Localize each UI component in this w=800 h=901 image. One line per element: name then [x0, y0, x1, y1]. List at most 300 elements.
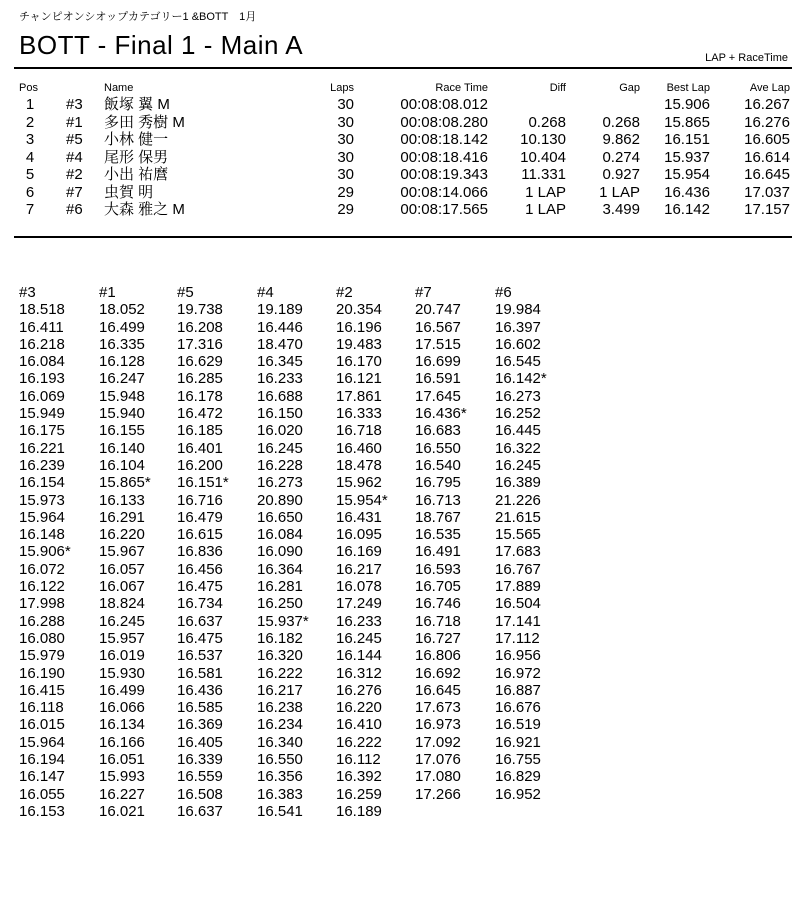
lap-time-cell: 16.238: [257, 699, 303, 717]
lap-time-cell: 16.567: [415, 318, 461, 336]
table-row: [14, 184, 792, 202]
lap-time-cell: 16.767: [495, 560, 541, 578]
lap-time-cell: 16.436*: [415, 405, 467, 423]
cell-diff: 10.130: [520, 131, 566, 148]
lap-time-cell: 16.705: [415, 578, 461, 596]
lap-time-cell: 16.540: [415, 456, 461, 474]
col-header-pos: Pos: [19, 82, 38, 94]
lap-time-cell: 16.084: [19, 353, 65, 371]
lap-time-cell: 16.239: [19, 456, 65, 474]
lap-time-cell: 16.629: [177, 353, 223, 371]
lap-time-cell: 20.354: [336, 301, 382, 319]
lap-time-cell: 16.369: [177, 716, 223, 734]
lap-time-cell: 16.228: [257, 456, 303, 474]
lap-time-cell: 16.148: [19, 526, 65, 544]
cell-pos: 2: [25, 113, 35, 131]
lap-time-cell: 16.276: [336, 681, 382, 699]
lap-time-cell: 16.245: [495, 456, 541, 474]
cell-ave: 16.276: [744, 113, 790, 131]
lap-time-cell: 16.169: [336, 543, 382, 561]
cell-diff: 0.268: [528, 113, 566, 131]
lap-time-cell: 16.273: [257, 474, 303, 492]
lap-time-cell: 16.683: [415, 422, 461, 440]
lap-column: [19, 284, 97, 820]
lap-time-cell: 16.178: [177, 387, 223, 405]
page-title: BOTT - Final 1 - Main A: [19, 30, 304, 60]
lap-time-cell: 16.499: [99, 318, 145, 336]
lap-time-cell: 16.233: [336, 612, 382, 630]
lap-time-cell: 16.166: [99, 733, 145, 751]
lap-time-cell: 16.339: [177, 751, 223, 769]
lap-time-cell: 16.340: [257, 733, 303, 751]
lap-time-cell: 16.259: [336, 785, 382, 803]
lap-time-cell: 19.483: [336, 335, 382, 353]
cell-laps: 30: [337, 148, 354, 166]
lap-time-cell: 16.128: [99, 353, 145, 371]
lap-time-cell: 16.221: [19, 439, 65, 457]
cell-name: 小出 祐麿: [104, 166, 169, 183]
table-row: [14, 131, 792, 149]
lap-time-cell: 16.383: [257, 785, 303, 803]
lap-time-cell: 18.824: [99, 595, 145, 613]
lap-time-cell: 16.020: [257, 422, 303, 440]
cell-num: #3: [66, 96, 83, 113]
lap-time-cell: 17.316: [177, 335, 223, 353]
lap-column-header: #3: [19, 284, 36, 301]
lap-time-cell: 16.234: [257, 716, 303, 734]
lap-time-cell: 16.581: [177, 664, 223, 682]
lap-time-cell: 16.345: [257, 353, 303, 371]
lap-time-cell: 20.747: [415, 301, 461, 319]
lap-time-cell: 16.713: [415, 491, 461, 509]
table-row: [14, 166, 792, 184]
cell-gap: 1 LAP: [599, 183, 640, 201]
cell-gap: 9.862: [602, 131, 640, 148]
lap-time-cell: 16.227: [99, 785, 145, 803]
lap-time-cell: 16.245: [99, 612, 145, 630]
lap-time-cell: 15.930: [99, 664, 145, 682]
cell-best: 16.151: [664, 131, 710, 148]
lap-time-cell: 16.182: [257, 629, 303, 647]
cell-time: 00:08:14.066: [400, 183, 488, 201]
lap-time-cell: 17.112: [495, 629, 540, 647]
lap-time-cell: 16.015: [19, 716, 65, 734]
lap-time-cell: 15.964: [19, 733, 65, 751]
cell-best: 15.906: [664, 96, 710, 113]
results-header-row: [14, 82, 792, 96]
lap-time-cell: 21.615: [495, 508, 541, 526]
cell-time: 00:08:08.280: [400, 113, 488, 131]
lap-time-cell: 17.673: [415, 699, 461, 717]
lap-column: [495, 284, 573, 803]
cell-diff: 1 LAP: [525, 201, 566, 218]
lap-time-cell: 16.550: [415, 439, 461, 457]
lap-time-cell: 16.475: [177, 629, 223, 647]
lap-time-cell: 16.479: [177, 508, 223, 526]
table-row: [14, 114, 792, 132]
cell-pos: 4: [25, 148, 35, 166]
lap-time-cell: 17.080: [415, 768, 461, 786]
lap-time-cell: 16.537: [177, 647, 223, 665]
lap-column-header: #2: [336, 284, 353, 301]
lap-time-cell: 16.431: [336, 508, 382, 526]
lap-time-cell: 16.222: [257, 664, 303, 682]
lap-time-cell: 16.460: [336, 439, 382, 457]
lap-time-cell: 16.692: [415, 664, 461, 682]
cell-ave: 16.605: [744, 131, 790, 148]
lap-time-cell: 16.921: [495, 733, 541, 751]
lap-time-cell: 16.066: [99, 699, 145, 717]
cell-name: 虫賀 明: [104, 183, 154, 201]
lap-column: [99, 284, 177, 820]
lap-time-cell: 16.322: [495, 439, 541, 457]
lap-time-cell: 16.475: [177, 578, 223, 596]
cell-time: 00:08:17.565: [400, 201, 488, 218]
cell-best: 15.954: [664, 166, 710, 183]
cell-ave: 16.645: [744, 166, 790, 183]
lap-time-cell: 16.069: [19, 387, 65, 405]
lap-time-cell: 16.220: [99, 526, 145, 544]
lap-time-cell: 18.518: [19, 301, 65, 319]
lap-time-cell: 16.405: [177, 733, 223, 751]
lap-time-cell: 16.491: [415, 543, 461, 561]
lap-time-cell: 16.591: [415, 370, 461, 388]
lap-time-cell: 16.222: [336, 733, 382, 751]
cell-name: 尾形 保男: [104, 148, 169, 166]
cell-diff: 10.404: [520, 148, 566, 166]
lap-column-header: #7: [415, 284, 432, 301]
cell-name: 大森 雅之 M: [104, 201, 185, 218]
lap-time-cell: 16.285: [177, 370, 223, 388]
cell-name: 小林 健一: [104, 131, 169, 148]
lap-time-cell: 17.683: [495, 543, 541, 561]
lap-time-cell: 16.196: [336, 318, 382, 336]
lap-time-cell: 16.559: [177, 768, 223, 786]
cell-ave: 17.037: [744, 183, 790, 201]
lap-time-cell: 19.738: [177, 301, 223, 319]
lap-time-cell: 16.415: [19, 681, 65, 699]
lap-time-cell: 16.200: [177, 456, 223, 474]
cell-pos: 6: [25, 183, 35, 201]
lap-time-cell: 16.718: [336, 422, 382, 440]
cell-ave: 17.157: [744, 201, 790, 218]
lap-time-cell: 16.650: [257, 508, 303, 526]
table-row: [14, 96, 792, 114]
lap-time-cell: 16.151*: [177, 474, 229, 492]
table-row: [14, 201, 792, 219]
lap-time-cell: 16.072: [19, 560, 65, 578]
lap-time-cell: 16.356: [257, 768, 303, 786]
lap-time-cell: 16.067: [99, 578, 145, 596]
lap-time-cell: 17.998: [19, 595, 65, 613]
cell-num: #6: [66, 201, 83, 218]
lap-time-cell: 18.478: [336, 456, 382, 474]
col-header-race-time: Race Time: [435, 82, 488, 94]
lap-time-cell: 16.593: [415, 560, 461, 578]
results-table: [14, 82, 792, 219]
header-divider: [14, 67, 792, 69]
lap-time-cell: 16.333: [336, 405, 382, 423]
lap-time-cell: 16.676: [495, 699, 541, 717]
lap-time-cell: 16.734: [177, 595, 223, 613]
lap-time-cell: 16.716: [177, 491, 223, 509]
cell-time: 00:08:19.343: [400, 166, 488, 183]
lap-time-cell: 16.133: [99, 491, 145, 509]
lap-time-cell: 16.051: [99, 751, 145, 769]
lap-time-cell: 15.865*: [99, 474, 151, 492]
report-mode-label: LAP + RaceTime: [705, 52, 788, 64]
table-row: [14, 149, 792, 167]
lap-time-cell: 15.940: [99, 405, 145, 423]
lap-column: [415, 284, 493, 803]
lap-time-cell: 16.208: [177, 318, 223, 336]
lap-time-cell: 18.470: [257, 335, 303, 353]
lap-time-cell: 15.993: [99, 768, 145, 786]
lap-time-cell: 16.472: [177, 405, 223, 423]
lap-time-cell: 15.979: [19, 647, 65, 665]
lap-time-cell: 16.273: [495, 387, 541, 405]
lap-time-cell: 16.545: [495, 353, 541, 371]
lap-time-cell: 16.397: [495, 318, 541, 336]
lap-time-cell: 16.104: [99, 456, 145, 474]
lap-time-cell: 16.411: [19, 318, 64, 336]
lap-time-cell: 20.890: [257, 491, 303, 509]
lap-time-cell: 16.057: [99, 560, 145, 578]
col-header-name: Name: [104, 82, 134, 94]
lap-time-cell: 19.984: [495, 301, 541, 319]
col-header-laps: Laps: [330, 82, 354, 94]
lap-time-cell: 15.565: [495, 526, 541, 544]
lap-time-cell: 17.092: [415, 733, 461, 751]
cell-diff: 11.331: [521, 166, 566, 183]
lap-time-cell: 16.615: [177, 526, 223, 544]
lap-time-cell: 16.147: [19, 768, 65, 786]
lap-time-cell: 16.281: [257, 578, 303, 596]
cell-gap: 3.499: [602, 201, 640, 218]
lap-time-cell: 16.364: [257, 560, 303, 578]
lap-time-cell: 16.190: [19, 664, 65, 682]
lap-time-cell: 16.142*: [495, 370, 547, 388]
lap-time-cell: 16.795: [415, 474, 461, 492]
lap-time-cell: 16.245: [336, 629, 382, 647]
lap-time-cell: 16.175: [19, 422, 65, 440]
lap-time-cell: 16.746: [415, 595, 461, 613]
lap-time-cell: 16.217: [257, 681, 303, 699]
lap-time-cell: 19.189: [257, 301, 303, 319]
cell-laps: 30: [337, 166, 354, 183]
lap-time-cell: 16.410: [336, 716, 382, 734]
lap-time-cell: 16.436: [177, 681, 223, 699]
cell-pos: 3: [25, 131, 35, 148]
cell-laps: 29: [337, 201, 354, 218]
lap-time-cell: 17.076: [415, 751, 461, 769]
lap-time-cell: 16.806: [415, 647, 461, 665]
lap-time-cell: 16.699: [415, 353, 461, 371]
lap-time-cell: 16.155: [99, 422, 145, 440]
lap-column-header: #4: [257, 284, 274, 301]
lap-time-cell: 16.019: [99, 647, 145, 665]
lap-time-cell: 16.755: [495, 751, 541, 769]
lap-time-cell: 16.288: [19, 612, 65, 630]
lap-time-cell: 15.973: [19, 491, 65, 509]
lap-time-cell: 16.637: [177, 612, 223, 630]
cell-gap: 0.274: [602, 148, 640, 166]
lap-time-cell: 17.266: [415, 785, 461, 803]
lap-time-cell: 15.949: [19, 405, 65, 423]
lap-time-cell: 16.727: [415, 629, 461, 647]
event-subtitle: チャンピオンシオップカテゴリー1 &BOTT 1月: [19, 11, 257, 23]
lap-time-cell: 16.291: [99, 508, 145, 526]
cell-laps: 30: [337, 96, 354, 113]
cell-num: #4: [66, 148, 83, 166]
cell-pos: 7: [25, 201, 35, 218]
lap-time-cell: 16.122: [19, 578, 65, 596]
cell-num: #1: [66, 113, 83, 131]
lap-time-cell: 16.121: [336, 370, 382, 388]
lap-time-cell: 15.964: [19, 508, 65, 526]
lap-time-cell: 16.084: [257, 526, 303, 544]
cell-gap: 0.927: [602, 166, 640, 183]
cell-time: 00:08:18.142: [400, 131, 488, 148]
lap-time-cell: 16.080: [19, 629, 65, 647]
col-header-gap: Gap: [619, 82, 640, 94]
lap-time-cell: 16.233: [257, 370, 303, 388]
lap-column-header: #1: [99, 284, 116, 301]
cell-gap: 0.268: [602, 113, 640, 131]
lap-time-cell: 16.078: [336, 578, 382, 596]
lap-time-cell: 16.504: [495, 595, 541, 613]
lap-time-cell: 16.335: [99, 335, 145, 353]
lap-time-cell: 16.887: [495, 681, 541, 699]
lap-time-cell: 16.535: [415, 526, 461, 544]
lap-column: [177, 284, 255, 820]
lap-time-cell: 16.118: [19, 699, 64, 717]
lap-time-cell: 16.519: [495, 716, 541, 734]
lap-time-cell: 16.245: [257, 439, 303, 457]
lap-time-cell: 16.401: [177, 439, 223, 457]
lap-time-cell: 16.541: [257, 802, 303, 820]
lap-time-cell: 15.906*: [19, 543, 71, 561]
cell-name: 多田 秀樹 M: [104, 113, 185, 131]
lap-time-cell: 18.052: [99, 301, 145, 319]
lap-time-cell: 16.312: [336, 664, 382, 682]
lap-time-cell: 16.952: [495, 785, 541, 803]
results-body: [14, 96, 792, 219]
cell-ave: 16.614: [744, 148, 790, 166]
lap-time-cell: 17.249: [336, 595, 382, 613]
lap-time-cell: 16.134: [99, 716, 145, 734]
lap-time-cell: 16.021: [99, 802, 145, 820]
cell-best: 15.865: [664, 113, 710, 131]
cell-name: 飯塚 翼 M: [104, 96, 170, 113]
lap-time-cell: 15.948: [99, 387, 145, 405]
lap-time-cell: 16.456: [177, 560, 223, 578]
cell-num: #5: [66, 131, 83, 148]
lap-time-cell: 16.956: [495, 647, 541, 665]
lap-time-cell: 16.154: [19, 474, 65, 492]
lap-time-cell: 16.153: [19, 802, 65, 820]
lap-time-cell: 16.150: [257, 405, 303, 423]
lap-time-cell: 16.185: [177, 422, 223, 440]
lap-time-cell: 16.718: [415, 612, 461, 630]
lap-time-cell: 16.095: [336, 526, 382, 544]
cell-pos: 5: [25, 166, 35, 183]
lap-time-cell: 16.499: [99, 681, 145, 699]
lap-time-cell: 16.250: [257, 595, 303, 613]
lap-time-cell: 16.829: [495, 768, 541, 786]
lap-time-cell: 16.194: [19, 751, 65, 769]
cell-best: 16.142: [664, 201, 710, 218]
lap-time-cell: 15.967: [99, 543, 145, 561]
cell-ave: 16.267: [744, 96, 790, 113]
lap-time-cell: 21.226: [495, 491, 541, 509]
lap-time-cell: 15.954*: [336, 491, 388, 509]
lap-time-cell: 16.508: [177, 785, 223, 803]
lap-time-cell: 16.645: [415, 681, 461, 699]
lap-time-cell: 17.515: [415, 335, 461, 353]
col-header-diff: Diff: [549, 82, 566, 94]
lap-time-cell: 16.445: [495, 422, 541, 440]
lap-time-cell: 16.392: [336, 768, 382, 786]
results-bottom-rule: [14, 236, 792, 238]
lap-column-header: #5: [177, 284, 194, 301]
lap-time-cell: 16.973: [415, 716, 461, 734]
lap-time-cell: 16.112: [336, 751, 381, 769]
lap-time-cell: 16.220: [336, 699, 382, 717]
lap-time-cell: 16.217: [336, 560, 382, 578]
lap-time-cell: 16.140: [99, 439, 145, 457]
lap-time-cell: 16.055: [19, 785, 65, 803]
cell-diff: 1 LAP: [525, 183, 566, 201]
cell-pos: 1: [25, 96, 35, 113]
lap-time-cell: 16.550: [257, 751, 303, 769]
lap-time-cell: 17.861: [336, 387, 382, 405]
lap-time-cell: 16.252: [495, 405, 541, 423]
cell-best: 15.937: [664, 148, 710, 166]
lap-time-cell: 16.972: [495, 664, 541, 682]
lap-time-cell: 16.247: [99, 370, 145, 388]
lap-time-cell: 16.170: [336, 353, 382, 371]
cell-laps: 30: [337, 113, 354, 131]
lap-time-cell: 16.637: [177, 802, 223, 820]
lap-time-cell: 16.446: [257, 318, 303, 336]
lap-time-cell: 17.141: [495, 612, 541, 630]
lap-time-cell: 16.585: [177, 699, 223, 717]
lap-time-cell: 16.193: [19, 370, 65, 388]
lap-time-cell: 17.889: [495, 578, 541, 596]
lap-time-cell: 15.937*: [257, 612, 309, 630]
lap-time-cell: 16.090: [257, 543, 303, 561]
lap-time-cell: 16.144: [336, 647, 382, 665]
cell-time: 00:08:18.416: [400, 148, 488, 166]
cell-laps: 30: [337, 131, 354, 148]
lap-time-cell: 16.218: [19, 335, 65, 353]
cell-time: 00:08:08.012: [400, 96, 488, 113]
cell-num: #7: [66, 183, 83, 201]
lap-time-cell: 16.836: [177, 543, 223, 561]
lap-time-cell: 15.962: [336, 474, 382, 492]
lap-time-cell: 16.320: [257, 647, 303, 665]
lap-time-cell: 16.189: [336, 802, 382, 820]
lap-time-cell: 16.602: [495, 335, 541, 353]
lap-time-cell: 15.957: [99, 629, 145, 647]
lap-column: [257, 284, 335, 820]
lap-time-cell: 16.688: [257, 387, 303, 405]
lap-time-cell: 17.645: [415, 387, 461, 405]
col-header-ave-lap: Ave Lap: [749, 82, 790, 94]
lap-column: [336, 284, 414, 820]
lap-time-cell: 18.767: [415, 508, 461, 526]
